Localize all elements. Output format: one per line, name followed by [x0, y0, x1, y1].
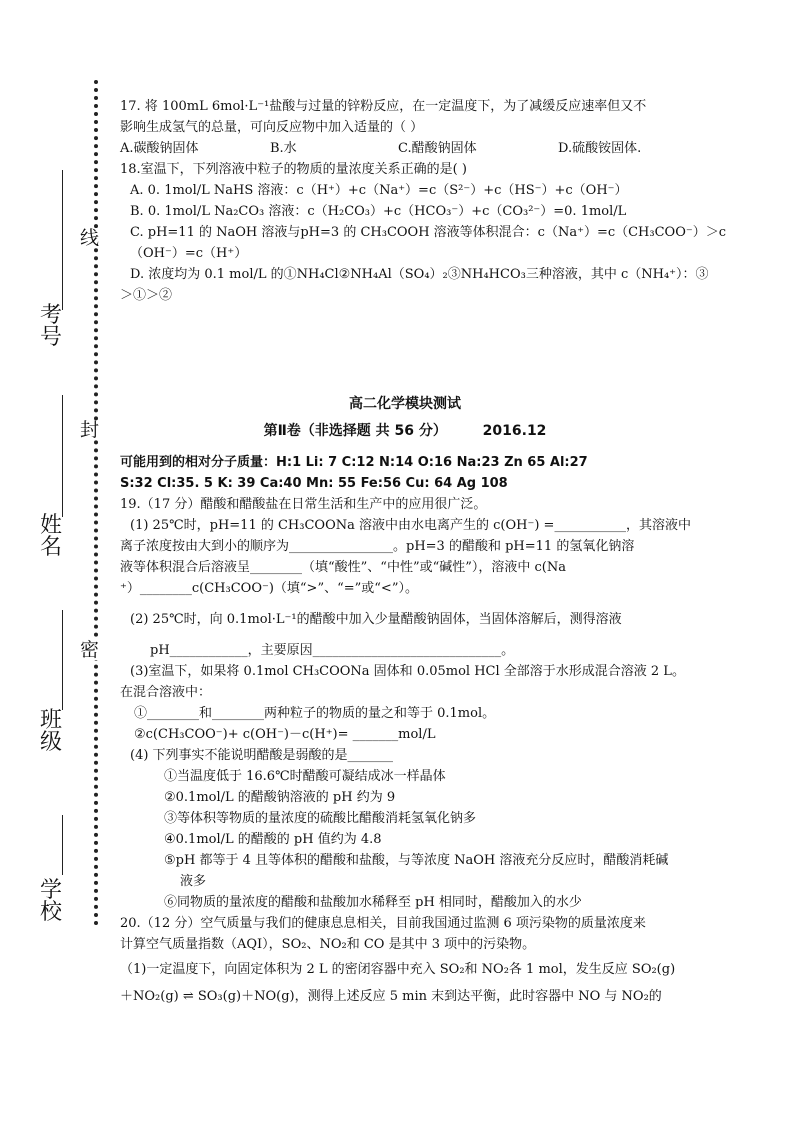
- q19-part2-line1: (2) 25℃时，向 0.1mol·L⁻¹的醋酸中加入少量醋酸钠固体，当固体溶解后，测得溶液: [130, 612, 622, 627]
- q19-part1-line4: ⁺）________c(CH₃COO⁻)（填“>”、“=”或“<”）。: [120, 581, 418, 596]
- section-title: 高二化学模块测试: [349, 396, 461, 412]
- exam-no-label: 考号: [40, 303, 63, 350]
- q17-options: [120, 138, 690, 159]
- class-label: 班级: [40, 708, 63, 755]
- school-label: 学校: [40, 878, 63, 925]
- q19-part4-item6: ⑥同物质的量浓度的醋酸和盐酸加水稀释至 pH 相同时，醋酸加入的水少: [164, 895, 582, 910]
- q20-line1: 20.（12 分）空气质量与我们的健康息息相关，目前我国通过监测 6 项污染物的质量浓度来: [120, 916, 646, 931]
- q17-line2: 影响生成氢气的总量，可向反应物中加入适量的（ ）: [120, 120, 424, 135]
- q20-line4: ＋NO₂(g) ⇌ SO₃(g)＋NO(g)，测得上述反应 5 min 末到达平衡，此时容器中 NO 与 NO₂的: [120, 989, 662, 1004]
- seal-xian: 线: [80, 227, 100, 249]
- q18-option-a: A. 0. 1mol/L NaHS 溶液：c（H⁺）+c（Na⁺）=c（S²⁻）+c（HS⁻）+c（OH⁻）: [130, 183, 628, 198]
- q18-option-c-line1: C. pH=11 的 NaOH 溶液与pH=3 的 CH₃COOH 溶液等体积混合：c（Na⁺）=c（CH₃COO⁻）＞c: [130, 225, 727, 240]
- q19-part4-item5-line2: 液多: [180, 874, 207, 889]
- q20-line3: （1)一定温度下，向固定体积为 2 L 的密闭容器中充入 SO₂和 NO₂各 1 mol，发生反应 SO₂(g): [120, 962, 676, 977]
- class-blank: [62, 610, 63, 710]
- relative-masses-line2: S:32 Cl:35. 5 K: 39 Ca:40 Mn: 55 Fe:56 Cu: 64 Ag 108: [120, 476, 508, 491]
- q19-stem: 19.（17 分）醋酸和醋酸盐在日常生活和生产中的应用很广泛。: [120, 497, 487, 512]
- seal-feng: 封: [80, 419, 100, 441]
- q20-line2: 计算空气质量指数（AQI），SO₂、NO₂和 CO 是其中 3 项中的污染物。: [120, 937, 536, 952]
- q19-part3-a: ①________和________两种粒子的物质的量之和等于 0.1mol。: [134, 706, 496, 721]
- section-subtitle-text: 第Ⅱ卷（非选择题 共 56 分）: [263, 423, 447, 439]
- q19-part4-item4: ④0.1mol/L 的醋酸的 pH 值约为 4.8: [164, 832, 382, 847]
- exam-no-blank: [62, 170, 63, 310]
- q19-part3-line2: 在混合溶液中：: [120, 685, 212, 700]
- q18-option-b: B. 0. 1mol/L Na₂CO₃ 溶液：c（H₂CO₃）+c（HCO₃⁻）+c（CO₃²⁻）=0. 1mol/L: [130, 204, 627, 219]
- relative-masses-line1: 可能用到的相对分子质量：H:1 Li: 7 C:12 N:14 O:16 Na:23 Zn 65 Al:27: [120, 455, 588, 470]
- exam-date: 2016.12: [482, 423, 547, 439]
- q17-option-b: B.水: [270, 141, 297, 156]
- school-blank: [62, 815, 63, 875]
- section-subtitle: [120, 421, 690, 442]
- q18-option-d-line1: D. 浓度均为 0.1 mol/L 的①NH₄Cl②NH₄Al（SO₄）₂③NH₄HCO₃三种溶液，其中 c（NH₄⁺）：③: [130, 267, 709, 282]
- name-label: 姓名: [40, 513, 63, 560]
- q19-part4-item2: ②0.1mol/L 的醋酸钠溶液的 pH 约为 9: [164, 790, 396, 805]
- q19-part3-line1: (3)室温下，如果将 0.1mol CH₃COONa 固体和 0.05mol HCl 全部溶于水形成混合溶液 2 L。: [130, 664, 685, 679]
- name-blank: [62, 395, 63, 517]
- q17-line1: 17. 将 100mL 6mol·L⁻¹盐酸与过量的锌粉反应，在一定温度下，为了减缓反应速率但又不: [120, 99, 647, 114]
- q17-option-d: D.硫酸铵固体.: [558, 141, 642, 156]
- exam-content: [120, 96, 727, 1007]
- q19-part4-item5-line1: ⑤pH 都等于 4 且等体积的醋酸和盐酸，与等浓度 NaOH 溶液充分反应时，醋酸消耗碱: [164, 853, 669, 868]
- q19-part1-line1: (1) 25℃时，pH=11 的 CH₃COONa 溶液中由水电离产生的 c(OH⁻) =___________，其溶液中: [130, 518, 691, 533]
- binding-dotted-line: [94, 80, 98, 926]
- q18-stem: 18.室温下，下列溶液中粒子的物质的量浓度关系正确的是( ): [120, 162, 467, 177]
- q19-part1-line2: 离子浓度按由大到小的顺序为________________。pH=3 的醋酸和 pH=11 的氢氧化钠溶: [120, 539, 635, 554]
- q19-part4-item1: ①当温度低于 16.6℃时醋酸可凝结成冰一样晶体: [164, 769, 446, 784]
- q17-option-a: A.碳酸钠固体: [120, 141, 199, 156]
- seal-mi: 密: [80, 639, 100, 661]
- q17-option-c: C.醋酸钠固体: [398, 141, 477, 156]
- q19-part4-item3: ③等体积等物质的量浓度的硫酸比醋酸消耗氢氧化钠多: [164, 811, 477, 826]
- q18-option-c-line2: （OH⁻）=c（H⁺）: [130, 246, 248, 261]
- q19-part1-line3: 液等体积混合后溶液呈________（填“酸性”、“中性”或“碱性”），溶液中 c(Na: [120, 560, 566, 575]
- q19-part4-stem: (4) 下列事实不能说明醋酸是弱酸的是_______: [130, 748, 394, 763]
- q18-option-d-line2: ＞①＞②: [120, 288, 173, 303]
- q19-part2-line2: pH____________，主要原因_____________________________。: [150, 643, 515, 658]
- q19-part3-b: ②c(CH₃COO⁻)+ c(OH⁻)－c(H⁺)= _______mol/L: [134, 727, 436, 742]
